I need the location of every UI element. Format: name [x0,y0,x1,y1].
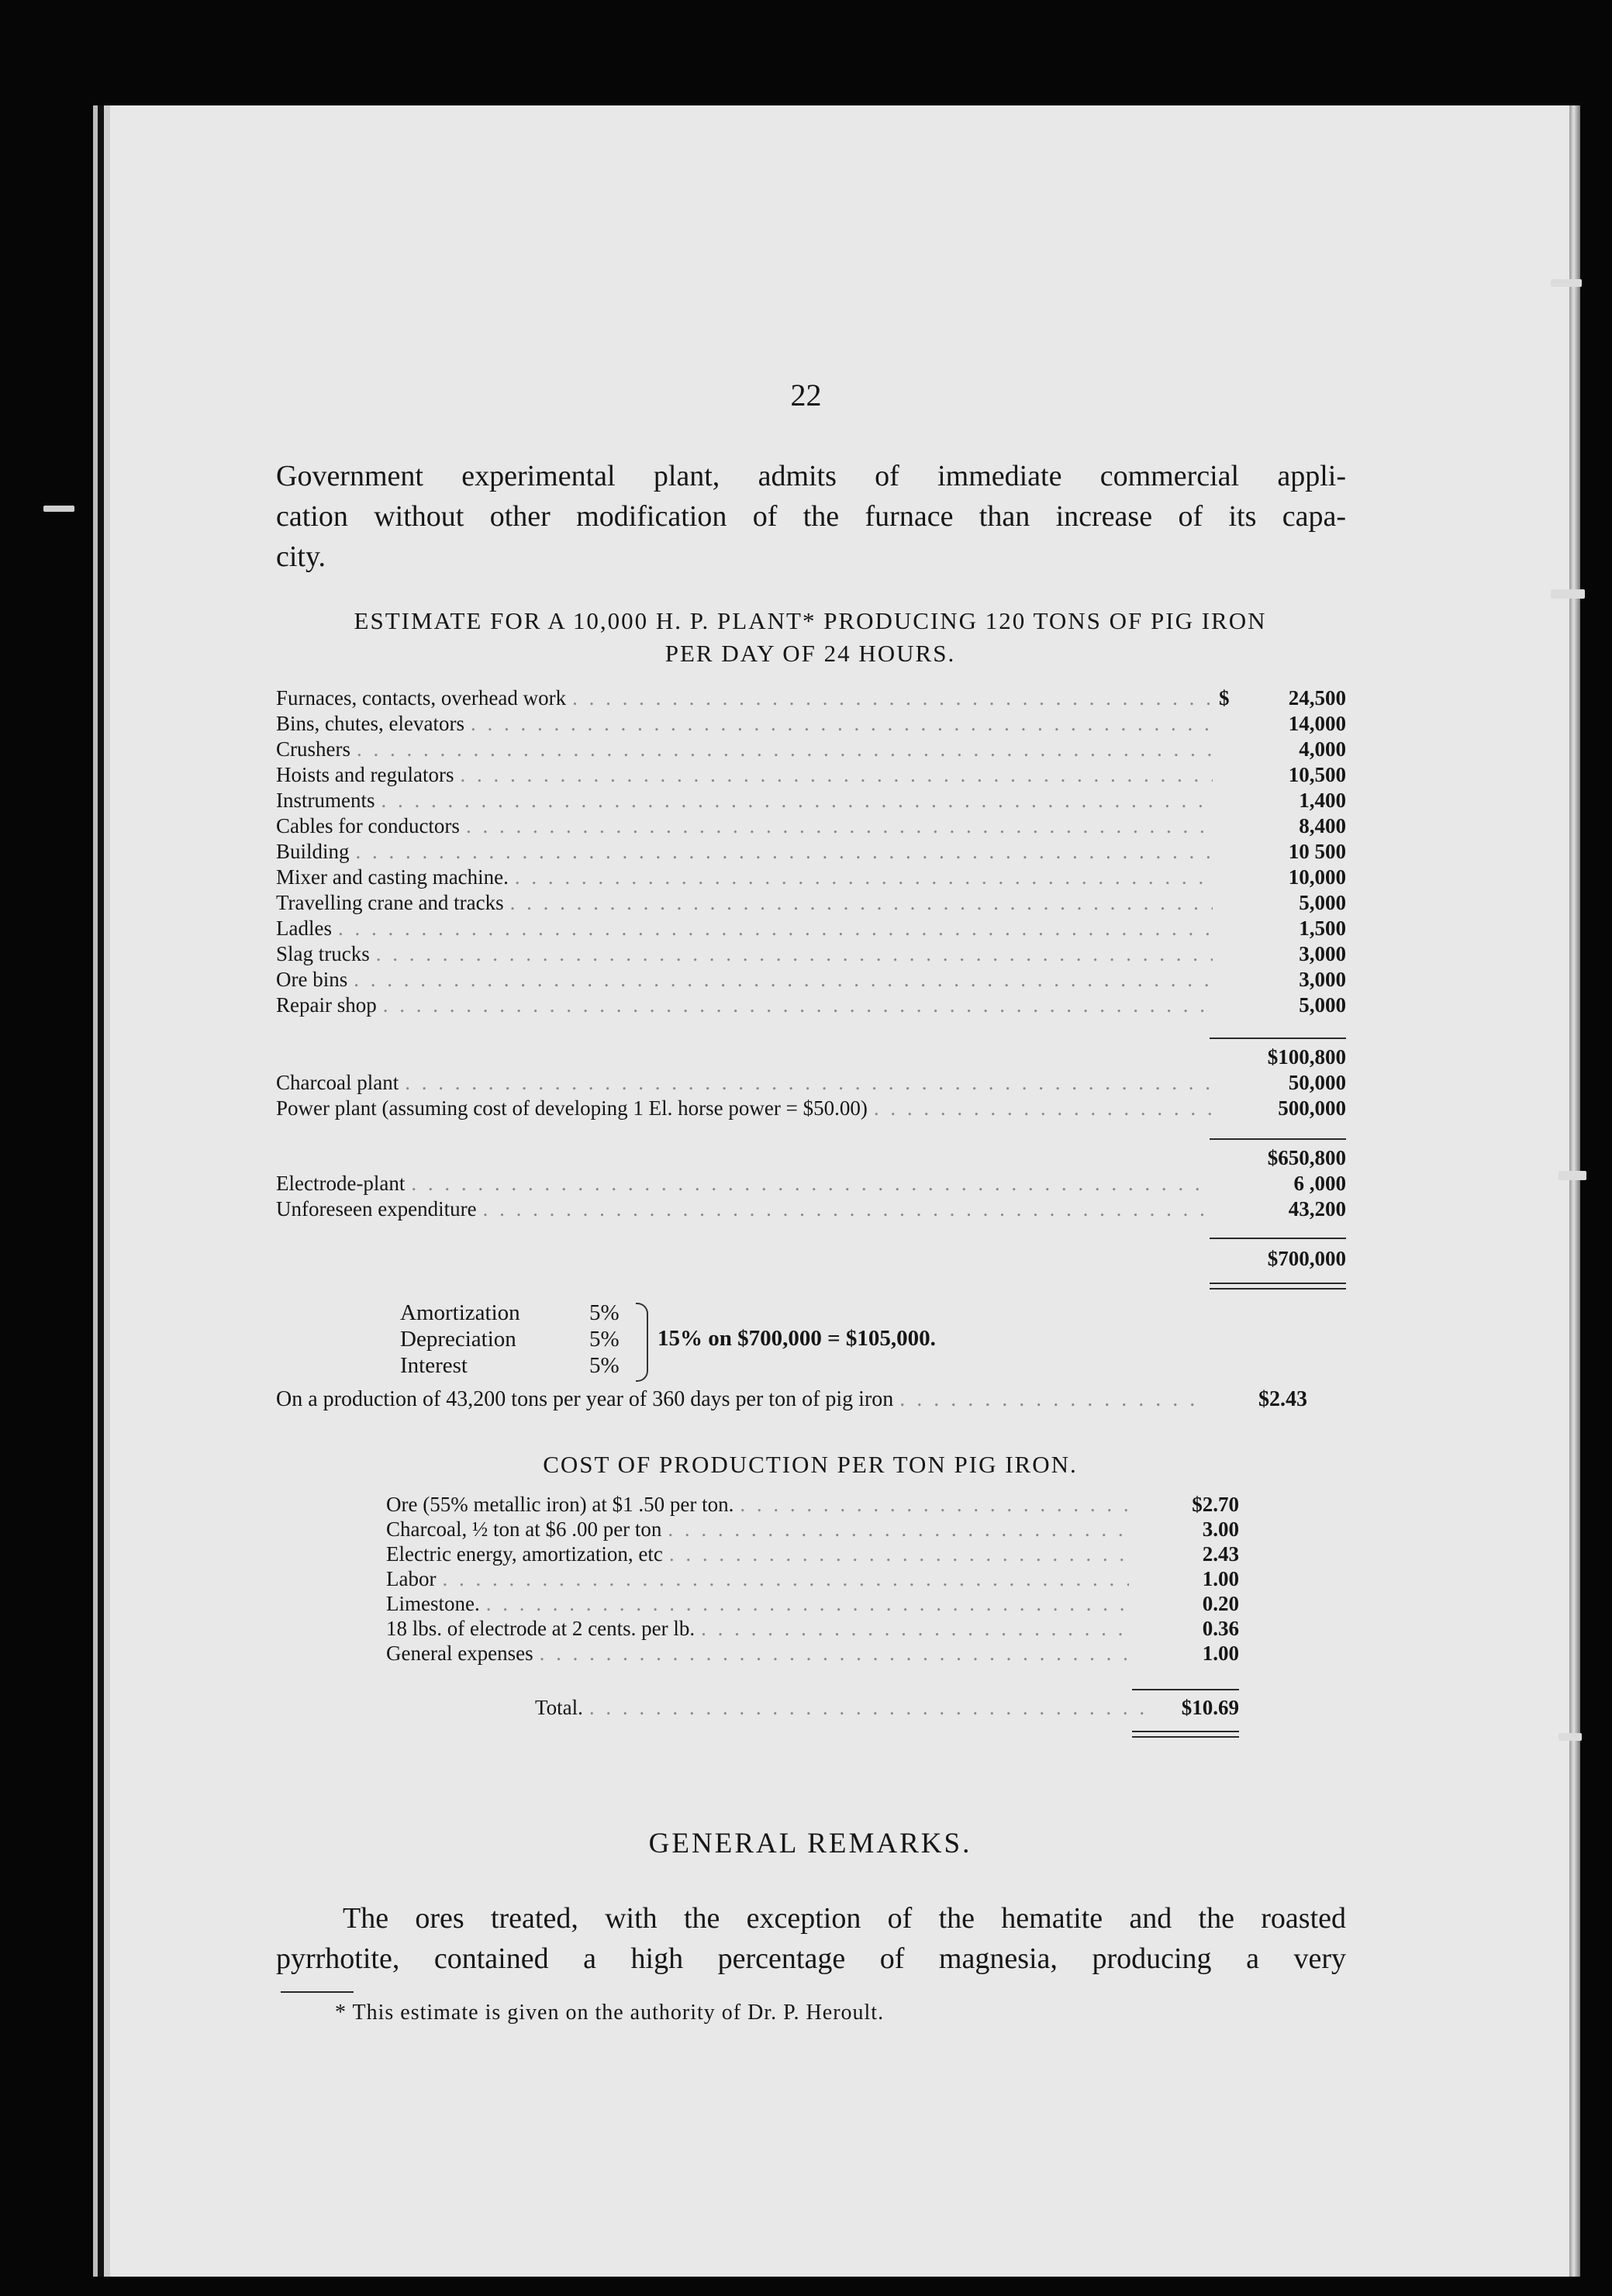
row-value: 3,000 [1299,942,1346,965]
scan-speck [1558,1171,1586,1180]
leader-dots [874,1096,1213,1121]
row-value: 8,400 [1299,814,1346,837]
leader-dots [740,1492,1129,1517]
charge-label: Interest [400,1353,468,1378]
table-row [276,839,1346,865]
table-row [276,1171,1346,1196]
row-label: Crushers [276,737,350,761]
table-row [386,1517,1239,1542]
table-row [276,1196,1346,1222]
leader-dots [376,941,1213,967]
row-label: Slag trucks [276,942,370,965]
row-label: Labor [386,1567,437,1590]
leader-dots [589,1695,1148,1721]
leader-dots [460,762,1213,788]
table-row [276,967,1346,993]
charge-label: Depreciation [400,1327,516,1352]
row-value: 0.36 [1202,1617,1239,1640]
row-value: 14,000 [1288,712,1346,735]
leader-dots [510,890,1213,916]
estimate-heading-line-1: ESTIMATE FOR A 10,000 H. P. PLANT* PRODUCING 120 TONS OF PIG IRON [354,607,1267,634]
table-row [276,685,1346,711]
leader-dots [899,1386,1200,1412]
intro-line-2: cation without other modification of the furnace than increase of its capa- [276,500,1346,533]
table-row [386,1492,1239,1517]
table-row [276,1096,1346,1121]
production-row [276,1386,1307,1412]
row-value: 0.20 [1202,1592,1239,1615]
cost-total-double-rule [1132,1731,1239,1732]
row-label: Hoists and regulators [276,763,454,786]
row-label: Charcoal plant [276,1071,399,1094]
page-number: 22 [790,378,822,413]
row-label: Ladles [276,917,332,940]
table-row [276,916,1346,941]
table-row [276,890,1346,916]
row-value: 2.43 [1202,1542,1239,1566]
charge-label: Amortization [400,1300,520,1325]
production-value: $2.43 [1258,1387,1307,1411]
footnote: * This estimate is given on the authority of Dr. P. Heroult. [335,2001,885,2025]
charge-pct: 5% [589,1353,620,1378]
leader-dots [515,865,1213,890]
table-row [276,941,1346,967]
row-value: $2.70 [1192,1493,1239,1516]
table-row [276,993,1346,1018]
total-double-rule [1210,1283,1346,1284]
row-label: Electric energy, amortization, etc [386,1542,663,1566]
charge-pct: 5% [589,1300,620,1325]
charges-list [400,1300,620,1379]
production-label: On a production of 43,200 tons per year of 360 days per ton of pig iron [276,1387,894,1411]
leader-dots [572,685,1213,711]
row-label: General expenses [386,1642,533,1665]
table-row [386,1566,1239,1592]
charges-brace [636,1303,648,1382]
table-row [386,1641,1239,1666]
row-label: Travelling crane and tracks [276,891,504,914]
intro-line-1: Government experimental plant, admits of immediate commercial appli- [276,460,1346,492]
leader-dots [338,916,1213,941]
estimate-heading-line-2: PER DAY OF 24 HOURS. [664,640,956,667]
row-value: 4,000 [1299,737,1346,761]
estimate-subtotal-1: $100,800 [1267,1045,1346,1069]
estimate-subtotal-2: $650,800 [1267,1146,1346,1169]
row-label: Electrode-plant [276,1172,406,1195]
leader-dots [486,1591,1129,1617]
leader-dots [466,813,1213,839]
row-label: Cables for conductors [276,814,460,837]
leader-dots [411,1171,1213,1196]
row-label: Unforeseen expenditure [276,1197,477,1221]
row-value: 1.00 [1202,1567,1239,1590]
table-row [386,1616,1239,1642]
remarks-line-2: pyrrhotite, contained a high percentage of magnesia, producing a very [276,1942,1346,1975]
scan-speck [1558,1733,1582,1741]
table-row [276,1070,1346,1096]
cost-total-row [535,1695,1239,1721]
leader-dots [669,1542,1129,1567]
subtotal-rule [1210,1038,1346,1039]
leader-dots [483,1196,1213,1222]
row-label: Ore (55% metallic iron) at $1 .50 per ton. [386,1493,734,1516]
row-value: 10,500 [1288,763,1346,786]
row-value: 500,000 [1278,1096,1346,1120]
scan-speck [1551,279,1582,287]
leader-dots [668,1517,1129,1542]
leader-dots [354,967,1213,993]
table-row [386,1591,1239,1617]
table-row [276,813,1346,839]
row-value: 1,400 [1299,789,1346,812]
cost-total-label: Total. [535,1696,583,1719]
cost-total-double-rule [1132,1736,1239,1738]
row-value: 1.00 [1202,1642,1239,1665]
page-edge [1569,105,1580,2277]
leader-dots [442,1566,1129,1592]
cost-total-rule [1132,1689,1239,1690]
intro-paragraph [276,456,1346,577]
leader-dots [471,711,1213,737]
row-label: Building [276,840,350,863]
table-row [276,737,1346,762]
row-value: 3,000 [1299,968,1346,991]
row-label: Bins, chutes, elevators [276,712,464,735]
charge-row [400,1352,620,1379]
scan-speck [1551,589,1585,599]
cost-heading: COST OF PRODUCTION PER TON PIG IRON. [543,1451,1078,1478]
cost-total-value: $10.69 [1181,1696,1239,1719]
leader-dots [381,788,1213,813]
row-label: Power plant (assuming cost of developing 1 El. horse power = $50.00) [276,1096,868,1120]
row-label: Furnaces, contacts, overhead work [276,686,567,710]
row-label: Repair shop [276,993,377,1017]
charge-row [400,1300,620,1326]
row-value: 10,000 [1288,865,1346,889]
currency-symbol: $ [1219,686,1230,710]
footnote-rule [281,1991,354,1993]
general-remarks-heading: GENERAL REMARKS. [648,1828,972,1859]
row-value: 5,000 [1299,993,1346,1017]
row-value: 43,200 [1288,1197,1346,1221]
row-value: 1,500 [1299,917,1346,940]
table-row [276,711,1346,737]
table-row [386,1542,1239,1567]
row-label: Limestone. [386,1592,480,1615]
row-label: Ore bins [276,968,348,991]
intro-line-3: city. [276,540,326,573]
row-label: Charcoal, ½ ton at $6 .00 per ton [386,1517,662,1541]
charge-row [400,1326,620,1352]
row-value: 50,000 [1288,1071,1346,1094]
leader-dots [357,737,1213,762]
total-rule [1210,1238,1346,1239]
row-label: 18 lbs. of electrode at 2 cents. per lb. [386,1617,696,1640]
row-value: 24,500 [1288,686,1346,710]
table-row [276,788,1346,813]
total-double-rule [1210,1288,1346,1290]
table-row [276,762,1346,788]
table-row [276,865,1346,890]
leader-dots [383,993,1213,1018]
estimate-heading [264,605,1357,670]
estimate-total: $700,000 [1267,1247,1346,1270]
leader-dots [540,1641,1129,1666]
leader-dots [701,1616,1129,1642]
row-label: Mixer and casting machine. [276,865,509,889]
row-value: 3.00 [1202,1517,1239,1541]
leader-dots [405,1070,1213,1096]
row-value: 6 ,000 [1293,1172,1346,1195]
scan-speck [43,506,74,512]
row-value: 5,000 [1299,891,1346,914]
remarks-line-1: The ores treated, with the exception of the hematite and the roasted [343,1902,1346,1935]
charges-summary: 15% on $700,000 = $105,000. [658,1326,936,1351]
remarks-paragraph [276,1898,1346,1979]
row-value: 10 500 [1288,840,1346,863]
leader-dots [356,839,1213,865]
row-label: Instruments [276,789,375,812]
charge-pct: 5% [589,1327,620,1352]
subtotal-rule [1210,1138,1346,1140]
